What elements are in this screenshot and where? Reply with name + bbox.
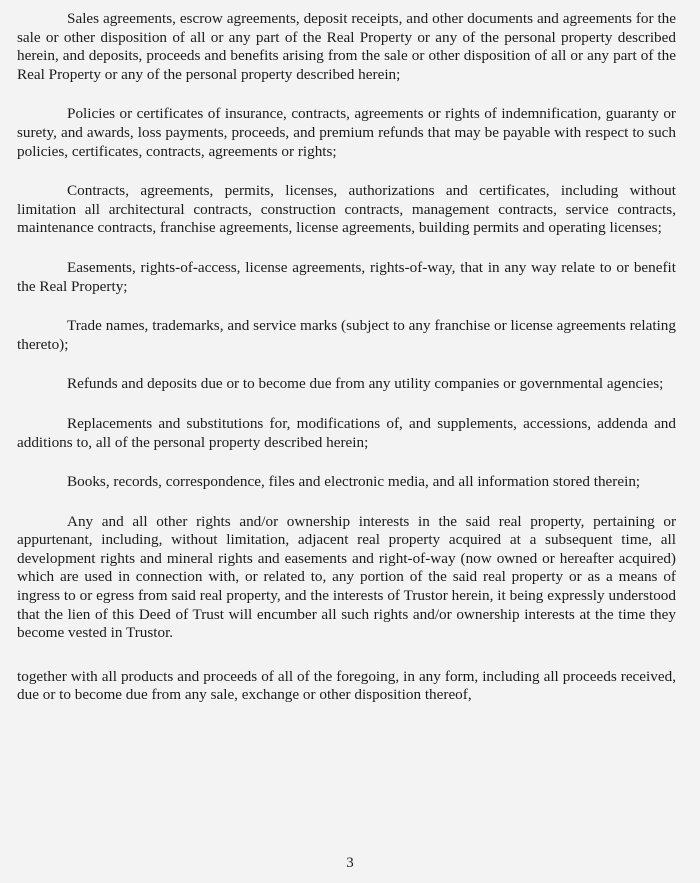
- paragraph-replacements: Replacements and substitutions for, modifications of, and supplements, accessions, addenda and additions to, all of the personal property described herein;: [17, 414, 676, 451]
- paragraph-easements: Easements, rights-of-access, license agreements, rights-of-way, that in any way relate to or benefit the Real Property;: [17, 258, 676, 295]
- paragraph-refunds-deposits: Refunds and deposits due or to become due from any utility companies or governmental agencies;: [67, 375, 664, 393]
- paragraph-books-records: Books, records, correspondence, files and electronic media, and all information stored therein;: [67, 473, 641, 491]
- paragraph-other-rights: Any and all other rights and/or ownership interests in the said real property, pertaining or appurtenant, including, without limitation, adjacent real property acquired at a subsequent time, all development rights and mineral rights and easements and right-of-way (now owned or hereafter acquired) which are used in connection with, or related to, any portion of the said real property or as a means of ingress to or egress from said real property, and the interests of Trustor herein, it being expressly understood that the lien of this Deed of Trust will encumber all such rights and/or ownership interests at the time they become vested in Trustor.: [17, 512, 676, 642]
- paragraph-contracts-permits: Contracts, agreements, permits, licenses, authorizations and certificates, including without limitation all architectural contracts, construction contracts, management contracts, service contracts, maintenance contracts, franchise agreements, license agreements, building permits and operating licenses;: [17, 182, 676, 237]
- paragraph-insurance-policies: Policies or certificates of insurance, contracts, agreements or rights of indemnification, guaranty or surety, and awards, loss payments, proceeds, and premium refunds that may be payable with respect to such policies, certificates, contracts, agreements or rights;: [17, 105, 676, 160]
- page-number: 3: [346, 855, 354, 871]
- paragraph-closing-clause: together with all products and proceeds of all of the foregoing, in any form, including all proceeds received, due or to become due from any sale, exchange or other disposition thereof,: [17, 667, 676, 704]
- paragraph-trade-names: Trade names, trademarks, and service marks (subject to any franchise or license agreements relating thereto);: [17, 317, 676, 353]
- paragraph-sales-agreements: Sales agreements, escrow agreements, deposit receipts, and other documents and agreements for the sale or other disposition of all or any part of the Real Property or any of the personal property described herein, and deposits, proceeds and benefits arising from the sale or other disposition of all or any part of the Real Property or any of the personal property described herein;: [17, 10, 676, 83]
